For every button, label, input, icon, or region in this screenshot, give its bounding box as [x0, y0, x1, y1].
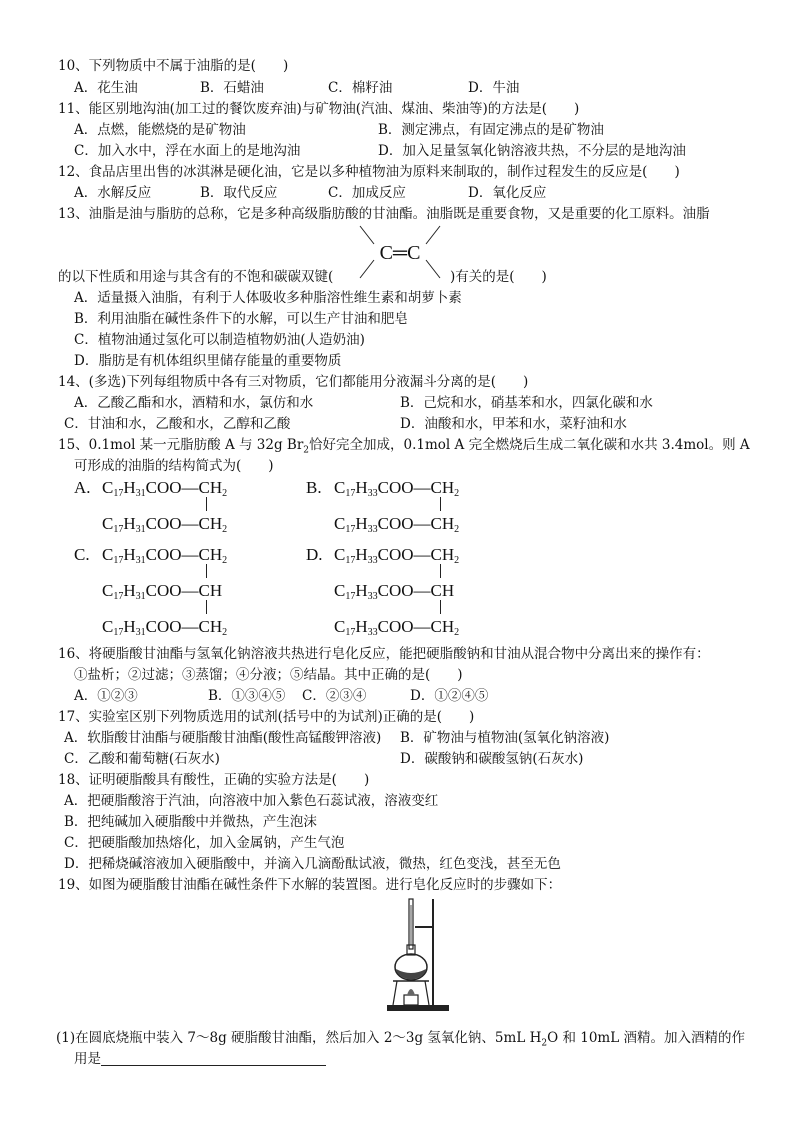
q15-label-a: A.	[74, 478, 91, 497]
q14-option-a: A．乙酸乙酯和水，酒精和水，氯仿和水	[74, 395, 314, 411]
q18-option-d: D．把稀烧碱溶液加入硬脂酸中，并滴入几滴酚酞试液，微热，红色变浅，甚至无色	[64, 856, 561, 872]
bond-line	[440, 600, 441, 614]
q15-c-line3: $C_{17}H_{31}COO—CH_2$	[102, 617, 228, 638]
double-bond-text: C═C	[379, 242, 421, 264]
q14-option-c: C．甘油和水，乙酸和水，乙醇和乙酸	[64, 416, 291, 432]
q12-stem: 12、食品店里出售的冰淇淋是硬化油，它是以多种植物油为原料来制取的，制作过程发生的反应是( )	[58, 164, 680, 180]
q15-d-line2: $C_{17}H_{33}COO—CH$	[334, 581, 455, 602]
q15-d-line3: $C_{17}H_{33}COO—CH_2$	[334, 617, 460, 638]
q15-label-b: B.	[306, 478, 322, 497]
q18-option-c: C．把硬脂酸加热熔化，加入金属钠，产生气泡	[64, 835, 345, 851]
q17-stem: 17、实验室区别下列物质选用的试剂(括号中的为试剂)正确的是( )	[58, 709, 475, 725]
q16-option-c: C．②③④	[302, 688, 367, 704]
q11-stem: 11、能区别地沟油(加工过的餐饮废弃油)与矿物油(汽油、煤油、柴油等)的方法是( )	[58, 101, 580, 117]
q12-option-a: A．水解反应	[74, 185, 152, 201]
q17-option-b: B．矿物油与植物油(氢氧化钠溶液)	[400, 730, 610, 746]
q13-option-d: D．脂肪是有机体组织里储存能量的重要物质	[74, 353, 342, 369]
q14-stem: 14、(多选)下列每组物质中各有三对物质，它们都能用分液漏斗分离的是( )	[58, 374, 529, 390]
q19-part1-line2: 用是	[74, 1050, 326, 1068]
q16-option-b: B．①③④⑤	[208, 688, 286, 704]
q11-option-a: A．点燃，能燃烧的是矿物油	[74, 122, 246, 138]
q13-stem-line2-pre: 的以下性质和用途与其含有的不饱和碳碳双键(	[58, 269, 334, 285]
double-bond-diagram	[352, 222, 448, 282]
q11-option-b: B．测定沸点，有固定沸点的是矿物油	[378, 122, 604, 138]
q15-b-line1: $C_{17}H_{33}COO—CH_2$	[334, 478, 460, 499]
q12-option-d: D．氧化反应	[468, 185, 547, 201]
q13-stem-line2-post: )有关的是( )	[450, 269, 547, 285]
q10-option-b: B．石蜡油	[200, 80, 264, 96]
q15-a-line1: $C_{17}H_{31}COO—CH_2$	[102, 478, 228, 499]
q16-option-d: D．①②④⑤	[410, 688, 489, 704]
answer-blank[interactable]	[101, 1051, 326, 1066]
q15-label-d: D.	[306, 545, 323, 564]
q18-option-a: A．把硬脂酸溶于汽油，向溶液中加入紫色石蕊试液，溶液变红	[64, 793, 439, 809]
q16-option-a: A．①②③	[74, 688, 138, 704]
q19-stem: 19、如图为硬脂酸甘油酯在碱性条件下水解的装置图。进行皂化反应时的步骤如下：	[58, 877, 562, 893]
q18-option-b: B．把纯碱加入硬脂酸中并微热，产生泡沫	[64, 814, 317, 830]
q18-stem: 18、证明硬脂酸具有酸性，正确的实验方法是( )	[58, 772, 370, 788]
q15-stem-line1: 15、0.1mol 某一元脂肪酸 A 与 32g $Br_2$恰好完全加成，0.1mol A 完全燃烧后生成二氧化碳和水共 3.4mol。则 A	[58, 437, 750, 456]
bond-line	[440, 564, 441, 578]
q13-option-c: C．植物油通过氢化可以制造植物奶油(人造奶油)	[74, 332, 365, 348]
q12-option-c: C．加成反应	[328, 185, 406, 201]
q15-stem-line2: 可形成的油脂的结构简式为( )	[74, 458, 274, 474]
bond-line	[440, 497, 441, 511]
q16-stem-line2: ①盐析；②过滤；③蒸馏；④分液；⑤结晶。其中正确的是( )	[74, 667, 463, 683]
q17-option-a: A．软脂酸甘油酯与硬脂酸甘油酯(酸性高锰酸钾溶液)	[64, 730, 382, 746]
q15-d-line1: $C_{17}H_{33}COO—CH_2$	[334, 545, 460, 566]
q13-stem-line1: 13、油脂是油与脂肪的总称，它是多种高级脂肪酸的甘油酯。油脂既是重要食物，又是重要的化工原料。油脂	[58, 206, 710, 222]
q11-option-d: D．加入足量氢氧化钠溶液共热，不分层的是地沟油	[378, 143, 686, 159]
q14-option-b: B．己烷和水，硝基苯和水，四氯化碳和水	[400, 395, 653, 411]
q10-stem: 10、下列物质中不属于油脂的是( )	[58, 58, 289, 74]
bond-line	[206, 564, 207, 578]
q19-part1-line1: (1)在圆底烧瓶中装入 7～8g 硬脂酸甘油酯，然后加入 2～3g 氢氧化钠、5mL $H_2O$ 和 10mL 酒精。加入酒精的作	[56, 1030, 745, 1049]
q10-option-c: C．棉籽油	[328, 80, 393, 96]
q13-option-b: B．利用油脂在碱性条件下的水解，可以生产甘油和肥皂	[74, 311, 408, 327]
q12-option-b: B．取代反应	[200, 185, 278, 201]
q15-c-line2: $C_{17}H_{31}COO—CH$	[102, 581, 223, 602]
q13-option-a: A．适量摄入油脂，有利于人体吸收多种脂溶性维生素和胡萝卜素	[74, 290, 462, 306]
q15-c-line1: $C_{17}H_{31}COO—CH_2$	[102, 545, 228, 566]
q15-label-c: C.	[74, 545, 90, 564]
q10-option-a: A．花生油	[74, 80, 138, 96]
q14-option-d: D．油酸和水，甲苯和水，菜籽油和水	[400, 416, 627, 432]
q15-b-line2: $C_{17}H_{33}COO—CH_2$	[334, 514, 460, 535]
q11-option-c: C．加入水中，浮在水面上的是地沟油	[74, 143, 301, 159]
q15-a-line2: $C_{17}H_{31}COO—CH_2$	[102, 514, 228, 535]
bond-line	[206, 497, 207, 511]
q17-option-c: C．乙酸和葡萄糖(石灰水)	[64, 751, 220, 767]
saponification-apparatus-diagram	[385, 895, 455, 1015]
q16-stem-line1: 16、将硬脂酸甘油酯与氢氧化钠溶液共热进行皂化反应，能把硬脂酸钠和甘油从混合物中分离出来的操作有：	[58, 646, 710, 662]
q17-option-d: D．碳酸钠和碳酸氢钠(石灰水)	[400, 751, 584, 767]
q10-option-d: D．牛油	[468, 80, 520, 96]
bond-line	[206, 600, 207, 614]
